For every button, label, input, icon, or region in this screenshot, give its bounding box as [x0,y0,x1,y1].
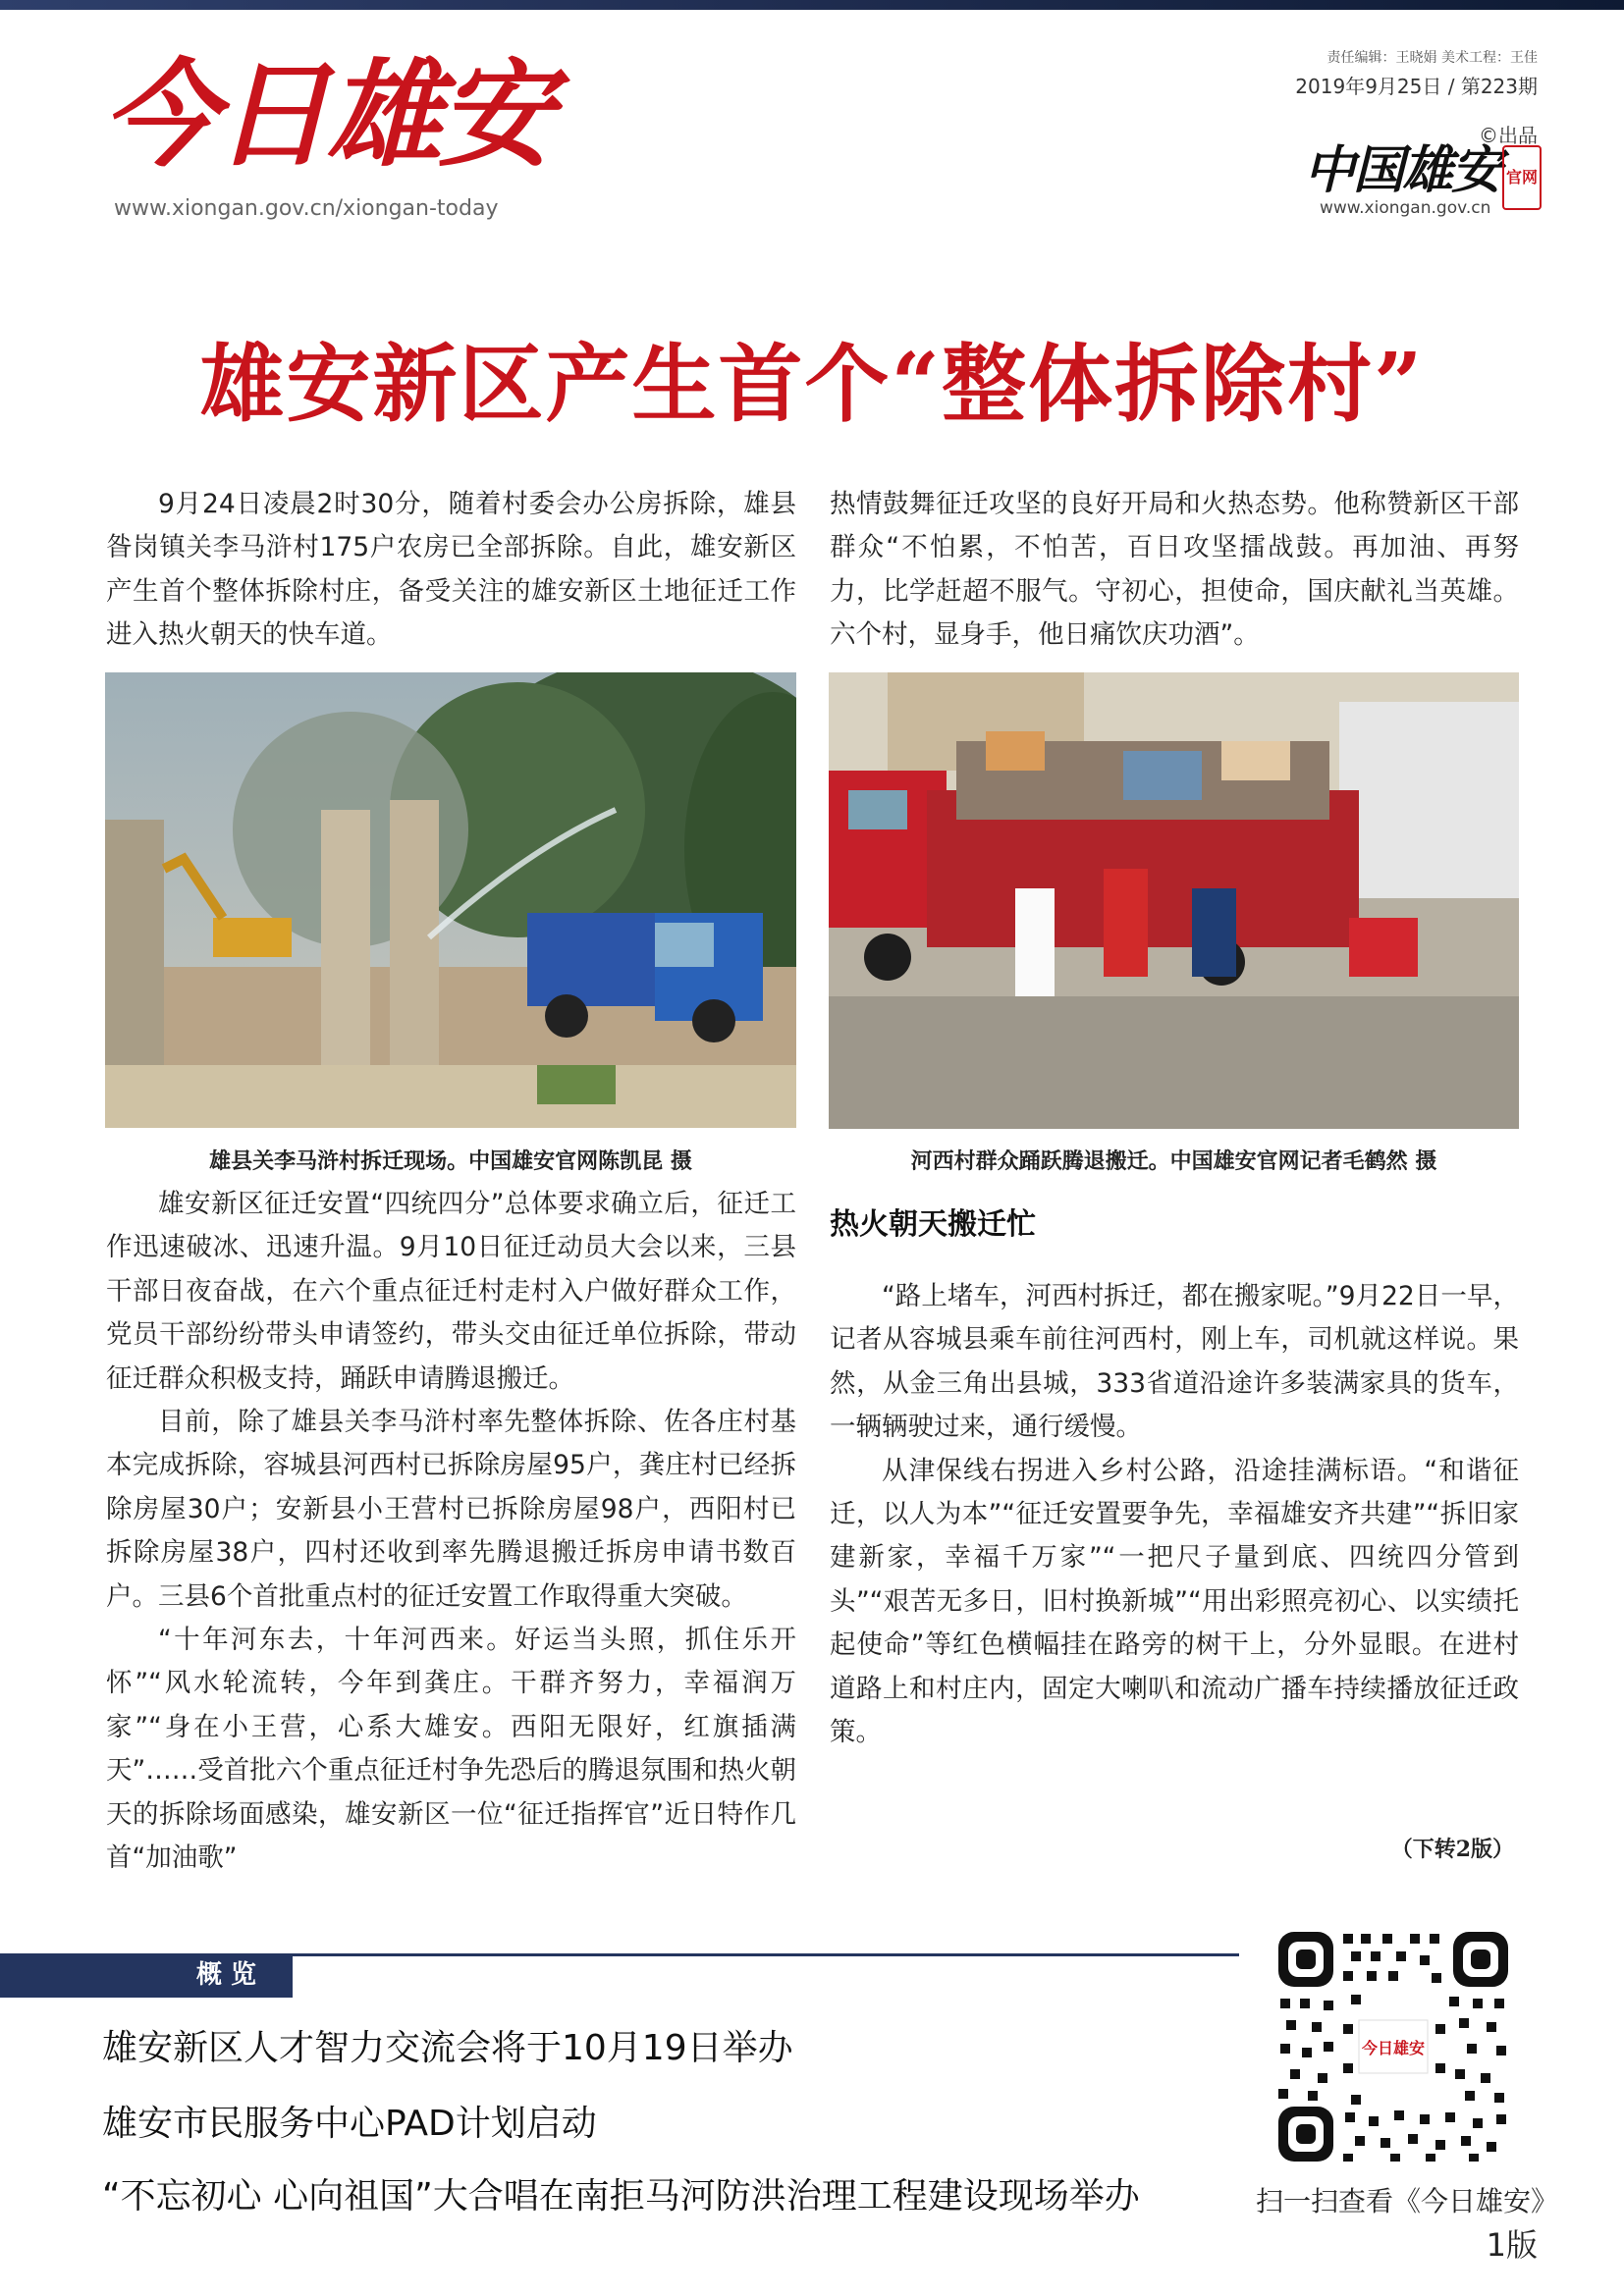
demolition-photo [105,672,796,1128]
intro-paragraph: 9月24日凌晨2时30分，随着村委会办公房拆除，雄县昝岗镇关李马浒村175户农房已全部拆除。自此，雄安新区产生首个整体拆除村庄，备受关注的雄安新区土地征迁工作进入热火朝天的快车道。 [106,489,796,651]
left-column [106,1183,796,1881]
qr-caption: 扫一扫查看《今日雄安》 [1256,2185,1559,2217]
overview-tab: 概 览 [0,1953,293,1998]
issue-date: 2019年9月25日 / 第223期 [1295,75,1538,98]
section-subhead: 热火朝天搬迁忙 [830,1207,1036,1242]
page-number: 1版 [1486,2226,1538,2264]
brand-url[interactable]: www.xiongan.gov.cn [1320,198,1491,218]
brand-stamp: 官网 [1502,145,1542,210]
right-paragraph: “路上堵车，河西村拆迁，都在搬家呢。”9月22日一早，记者从容城县乘车前往河西村，刚上车，司机就这样说。果然，从金三角出县城，333省道沿途许多装满家具的货车，一辆辆驶过来，通行缓慢。 [830,1281,1519,1443]
left-paragraph: 目前，除了雄县关李马浒村率先整体拆除、佐各庄村基本完成拆除，容城县河西村已拆除房屋95户，龚庄村已经拆除房屋30户；安新县小王营村已拆除房屋98户，西阳村已拆除房屋38户，四村还收到率先腾退搬迁拆房申请书数百户。三县6个首批重点村的征迁安置工作取得重大突破。 [106,1407,796,1612]
continued-note[interactable]: （下转2版） [1390,1837,1514,1862]
masthead-title: 今日雄安 [102,46,551,183]
demolition-photo-illustration [105,672,796,1128]
produced-by: ©出品 [1479,124,1538,147]
brand-logo: 中国雄安 [1304,140,1501,200]
moving-truck-photo [829,672,1519,1129]
right-column [830,1275,1519,1754]
overview-item[interactable]: 雄安市民服务中心PAD计划启动 [102,2104,597,2144]
photo1-caption: 雄县关李马浒村拆迁现场。中国雄安官网陈凯昆 摄 [209,1148,692,1174]
qr-code-graphic [1272,1926,1514,2167]
right-intro [830,483,1519,658]
moving-truck-photo-illustration [829,672,1519,1129]
top-color-bar [0,0,1624,10]
right-intro-paragraph: 热情鼓舞征迁攻坚的良好开局和火热态势。他称赞新区干部群众“不怕累，不怕苦，百日攻坚擂战鼓。再加油、再努力，比学赶超不服气。守初心，担使命，国庆献礼当英雄。六个村，显身手，他日痛饮庆功酒”。 [830,489,1519,651]
overview-item[interactable]: “不忘初心 心向祖国”大合唱在南拒马河防洪治理工程建设现场举办 [102,2176,1140,2216]
photo2-caption: 河西村群众踊跃腾退搬迁。中国雄安官网记者毛鹤然 摄 [910,1148,1437,1174]
headline: 雄安新区产生首个“整体拆除村” [199,335,1425,434]
overview-item[interactable]: 雄安新区人才智力交流会将于10月19日举办 [102,2028,793,2068]
qr-code[interactable] [1272,1926,1514,2167]
masthead-url[interactable]: www.xiongan.gov.cn/xiongan-today [114,196,499,221]
editors-credit: 责任编辑：王晓娟 美术工程：王佳 [1326,50,1538,66]
article-intro [106,483,796,658]
left-paragraph: “十年河东去，十年河西来。好运当头照，抓住乐开怀”“风水轮流转，今年到龚庄。干群齐努力，幸福润万家”“身在小王营，心系大雄安。西阳无限好，红旗插满天”……受首批六个重点征迁村争先恐后的腾退氛围和热火朝天的拆除场面感染，雄安新区一位“征迁指挥官”近日特作几首“加油歌” [106,1625,796,1874]
left-paragraph: 雄安新区征迁安置“四统四分”总体要求确立后，征迁工作迅速破冰、迅速升温。9月10日征迁动员大会以来，三县干部日夜奋战，在六个重点征迁村走村入户做好群众工作，党员干部纷纷带头申请签约，带头交由征迁单位拆除，带动征迁群众积极支持，踊跃申请腾退搬迁。 [106,1189,796,1394]
right-paragraph: 从津保线右拐进入乡村公路，沿途挂满标语。“和谐征迁，以人为本”“征迁安置要争先，幸福雄安齐共建”“拆旧家建新家，幸福千万家”“一把尺子量到底、四统四分管到头”“艰苦无多日，旧村换新城”“用出彩照亮初心、以实绩托起使命”等红色横幅挂在路旁的树干上，分外显眼。在进村道路上和村庄内，固定大喇叭和流动广播车持续播放征迁政策。 [830,1455,1519,1748]
qr-center-label: 今日雄安 [1361,2039,1426,2057]
